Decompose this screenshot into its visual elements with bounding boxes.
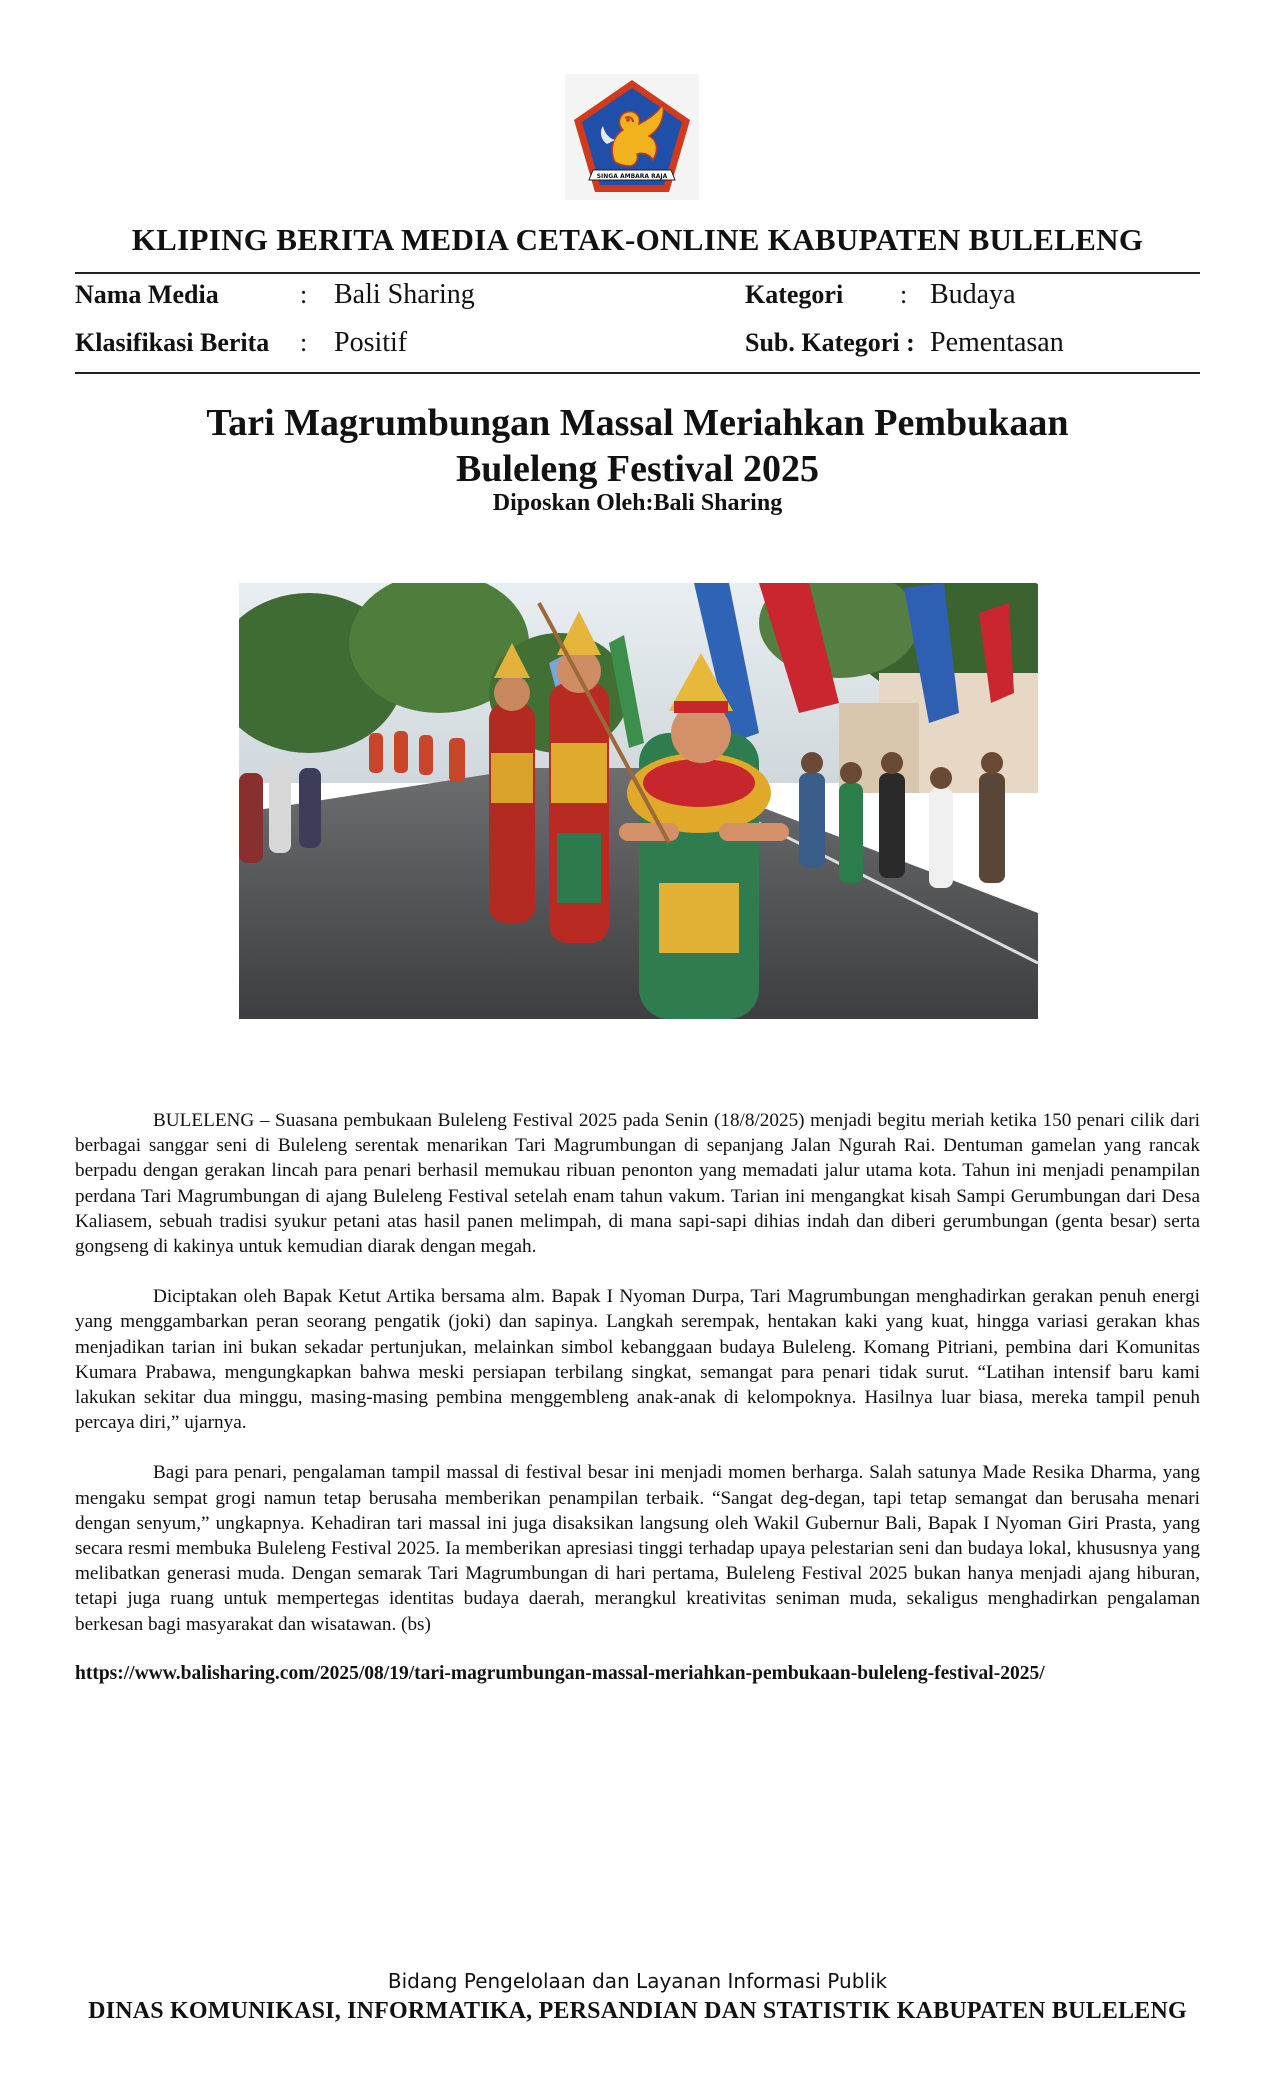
article-paragraph-2: Diciptakan oleh Bapak Ketut Artika bersama alm. Bapak I Nyoman Durpa, Tari Magrumbungan menghadirkan gerakan penuh energi yang menggambarkan peran seorang pengatik (joki) dan sapinya. Langkah serempak, hentakan kaki yang kuat, hingga variasi gerakan khas menjadikan tarian ini bukan sekadar pertunjukan, melainkan simbol kebanggaan budaya Buleleng. Komang Pitriani, pembina dari Komunitas Kumara Prabawa, mengungkapkan bahwa meski persiapan terbilang singkat, semangat para penari tidak surut. “Latihan intensif baru kami lakukan sekitar dua minggu, masing-masing pembina menggembleng anak-anak di kelompoknya. Hasilnya luar biasa, mereka tampil penuh percaya diri,” ujarnya. xyxy=(75,1286,1200,1434)
footer-department: Bidang Pengelolaan dan Layanan Informasi Publik xyxy=(387,1969,888,1993)
subcategory-value: Pementasan xyxy=(930,327,1064,358)
category-value: Budaya xyxy=(930,279,1016,310)
footer-agency: DINAS KOMUNIKASI, INFORMATIKA, PERSANDIAN DAN STATISTIK KABUPATEN BULELENG xyxy=(88,1998,1187,2024)
article-byline: Diposkan Oleh:Bali Sharing xyxy=(492,490,783,516)
article-title xyxy=(150,400,1125,492)
media-label: Nama Media xyxy=(75,280,219,309)
article-title-line1: Tari Magrumbungan Massal Meriahkan Pembukaan xyxy=(206,402,1069,444)
festival-dancers-photo xyxy=(239,583,1038,1019)
header-divider xyxy=(75,272,1200,274)
category-colon: : xyxy=(900,280,908,309)
media-colon: : xyxy=(300,280,308,309)
classification-label: Klasifikasi Berita xyxy=(75,328,270,357)
media-value: Bali Sharing xyxy=(334,279,475,310)
crest-motto: SINGA AMBARA RAJA xyxy=(596,173,668,180)
article-body xyxy=(75,1108,1200,1662)
subcategory-label: Sub. Kategori : xyxy=(745,328,915,357)
category-label: Kategori xyxy=(745,280,844,309)
article-paragraph-3: Bagi para penari, pengalaman tampil massal di festival besar ini menjadi momen berharga. Salah satunya Made Resika Dharma, yang mengaku sempat grogi namun tetap berusaha memberikan penampilan terbaik. “Sangat deg-degan, tapi tetap semangat dan berusaha menari dengan senyum,” ungkapnya. Kehadiran tari massal ini juga disaksikan langsung oleh Wakil Gubernur Bali, Bapak I Nyoman Giri Prasta, yang secara resmi membuka Buleleng Festival 2025. Ia memberikan apresiasi tinggi terhadap upaya pelestarian seni dan budaya lokal, khususnya yang melibatkan generasi muda. Dengan semarak Tari Magrumbungan di hari pertama, Buleleng Festival 2025 bukan hanya menjadi ajang hiburan, tetapi juga ruang untuk mempertegas identitas budaya daerah, merangkul kreativitas seniman muda, sekaligus menghadirkan pengalaman berkesan bagi masyarakat dan wisatawan. (bs) xyxy=(75,1462,1200,1635)
meta-divider xyxy=(75,372,1200,374)
classification-colon: : xyxy=(300,328,308,357)
source-link[interactable]: https://www.balisharing.com/2025/08/19/tari-magrumbungan-massal-meriahkan-pembukaan-buleleng-festival-2025/ xyxy=(75,1663,1045,1684)
clipping-header-title: KLIPING BERITA MEDIA CETAK-ONLINE KABUPATEN BULELENG xyxy=(131,222,1144,257)
buleleng-crest-icon xyxy=(565,74,699,200)
article-title-line2: Buleleng Festival 2025 xyxy=(455,448,820,490)
classification-value: Positif xyxy=(334,327,408,358)
article-paragraph-1: BULELENG – Suasana pembukaan Buleleng Festival 2025 pada Senin (18/8/2025) menjadi begitu meriah ketika 150 penari cilik dari berbagai sanggar seni di Buleleng serentak menarikan Tari Magrumbungan di sepanjang Jalan Ngurah Rai. Dentuman gamelan yang rancak berpadu dengan gerakan lincah para penari berhasil memukau ribuan penonton yang memadati jalur utama kota. Tahun ini menjadi penampilan perdana Tari Magrumbungan di ajang Buleleng Festival setelah enam tahun vakum. Tarian ini mengangkat kisah Sampi Gerumbungan dari Desa Kaliasem, sebuah tradisi syukur petani atas hasil panen melimpah, di mana sapi-sapi dihias indah dan diberi gerumbungan (genta besar) serta gongseng di kakinya untuk kemudian diarak dengan megah. xyxy=(75,1110,1200,1258)
